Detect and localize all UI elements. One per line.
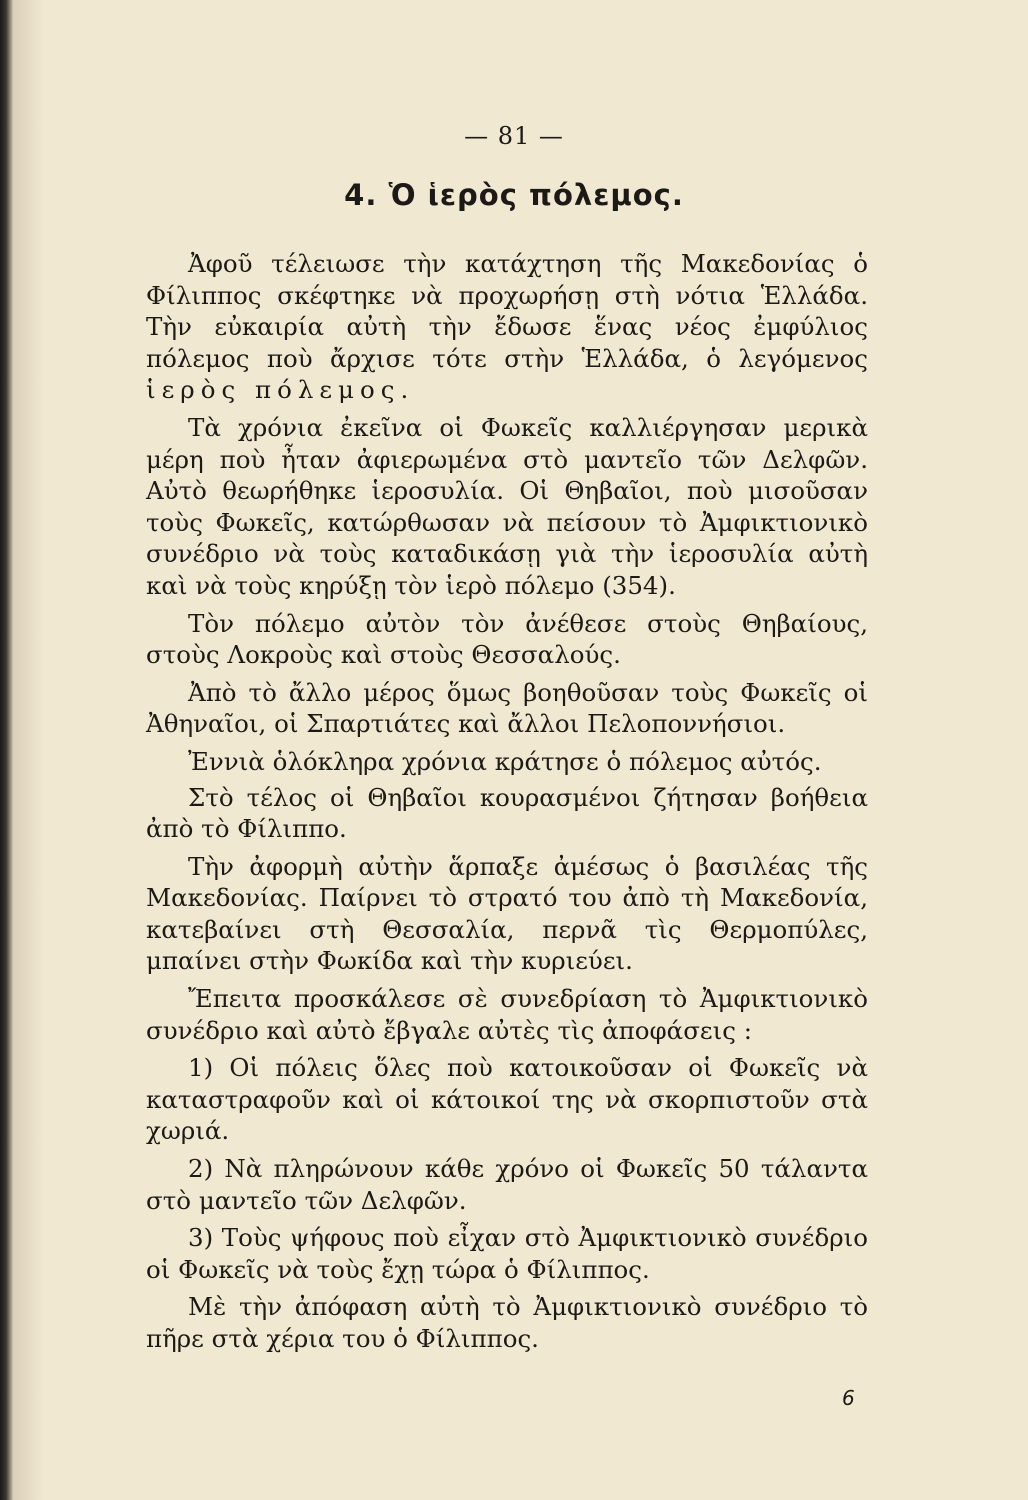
paragraph-6: Στὸ τέλος οἱ Θηβαῖοι κουρασμένοι ζήτησαν βοήθεια ἀπὸ τὸ Φίλιππο. [146, 782, 868, 844]
list-item-1: 1) Οἱ πόλεις ὅλες ποὺ κατοικοῦσαν οἱ Φωκεῖς νὰ καταστραφοῦν καὶ οἱ κάτοικοί της νὰ σκορπιστοῦν στὰ χωριά. [146, 1053, 868, 1146]
list-item-2: 2) Νὰ πληρώνουν κάθε χρόνο οἱ Φωκεῖς 50 τάλαντα στὸ μαντεῖο τῶν Δελφῶν. [146, 1154, 868, 1215]
paragraph-1 [146, 248, 868, 406]
page-gutter-shadow [14, 0, 44, 1500]
paragraph-8: Ἔπειτα προσκάλεσε σὲ συνεδρίαση τὸ Ἀμφικτιονικὸ συνέδριο καὶ αὐτὸ ἔβγαλε αὐτὲς τὶς ἀποφάσεις : [146, 984, 868, 1045]
page-number: — 81 — [464, 122, 564, 150]
paragraph-4: Ἀπὸ τὸ ἄλλο μέρος ὅμως βοηθοῦσαν τοὺς Φωκεῖς οἱ Ἀθηναῖοι, οἱ Σπαρτιάτες καὶ ἄλλοι Πελοποννήσιοι. [146, 677, 868, 739]
paragraph-3: Τὸν πόλεμο αὐτὸν τὸν ἀνέθεσε στοὺς Θηβαίους, στοὺς Λοκροὺς καὶ στοὺς Θεσσαλούς. [146, 608, 868, 670]
body-text [146, 248, 868, 1361]
paragraph-12: Μὲ τὴν ἀπόφαση αὐτὴ τὸ Ἀμφικτιονικὸ συνέδριο τὸ πῆρε στὰ χέρια του ὁ Φίλιππος. [146, 1292, 868, 1353]
paragraph-5: Ἐννιὰ ὁλόκληρα χρόνια κράτησε ὁ πόλεμος αὐτός. [188, 746, 822, 776]
emphasized-term: ἱερὸς πόλεμος [146, 375, 401, 405]
chapter-title: 4. Ὁ ἱερὸς πόλεμος. [344, 178, 684, 212]
paragraph-7: Τὴν ἀφορμὴ αὐτὴν ἅρπαξε ἀμέσως ὁ βασιλέας τῆς Μακεδονίας. Παίρνει τὸ στρατό του ἀπὸ τὴ Μακεδονία, κατεβαίνει στὴ Θεσσαλία, περνᾶ τὶς Θερμοπύλες, μπαίνει στὴν Φωκίδα καὶ τὴν κυριεύει. [146, 851, 868, 976]
paragraph-2: Τὰ χρόνια ἐκεῖνα οἱ Φωκεῖς καλλιέργησαν μερικὰ μέρη ποὺ ἦταν ἀφιερωμένα στὸ μαντεῖο τῶν Δελφῶν. Αὐτὸ θεωρήθηκε ἱεροσυλία. Οἱ Θηβαῖοι, ποὺ μισοῦσαν τοὺς Φωκεῖς, κατώρθωσαν νὰ πείσουν τὸ Ἀμφικτιονικὸ συνέδριο νὰ τοὺς καταδικάσῃ γιὰ τὴν ἱεροσυλία αὐτὴ καὶ νὰ τοὺς κηρύξῃ τὸν ἱερὸ πόλεμο (354). [146, 412, 868, 600]
paragraph-1-text: Ἀφοῦ τέλειωσε τὴν κατάχτηση τῆς Μακεδονίας ὁ Φίλιππος σκέφτηκε νὰ προχωρήσῃ στὴ νότια Ἑλλάδα. Τὴν εὐκαιρία αὐτὴ τὴν ἔδωσε ἕνας νέος ἐμφύλιος πόλεμος ποὺ ἄρχισε τότε στὴν Ἑλλάδα, ὁ λεγόμενος [146, 249, 868, 373]
paragraph-1-end: . [400, 375, 409, 405]
book-spine-edge [0, 0, 14, 1500]
list-item-3: 3) Τοὺς ψήφους ποὺ εἶχαν στὸ Ἀμφικτιονικὸ συνέδριο οἱ Φωκεῖς νὰ τοὺς ἔχῃ τώρα ὁ Φίλιππος. [146, 1223, 868, 1284]
signature-mark: 6 [842, 1386, 855, 1410]
